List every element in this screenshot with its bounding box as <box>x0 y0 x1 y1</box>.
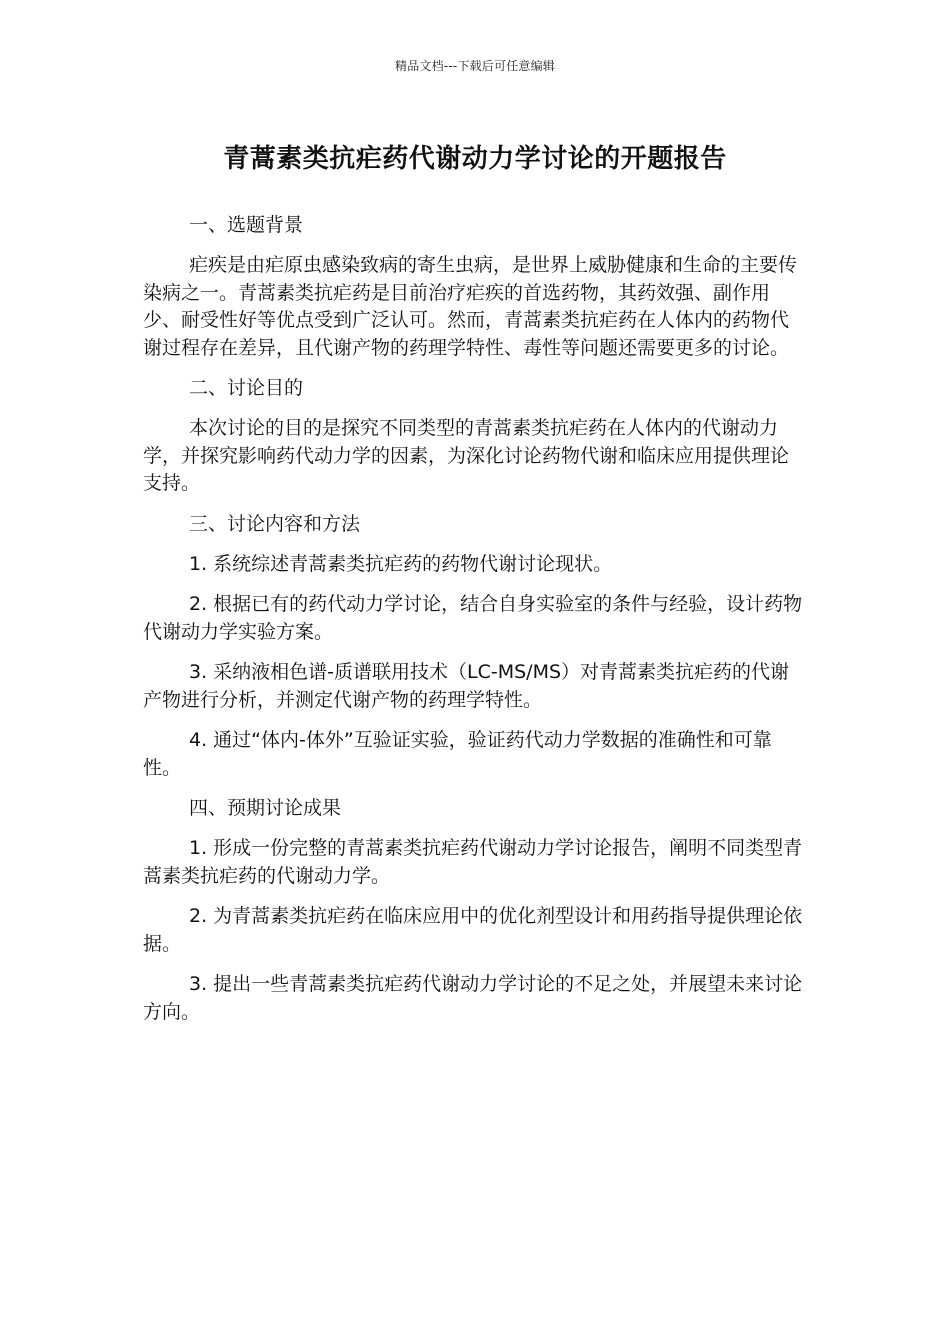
list-item-outcome-1: 1. 形成一份完整的青蒿素类抗疟药代谢动力学讨论报告，阐明不同类型青蒿素类抗疟药的代谢动力学。 <box>143 837 803 887</box>
list-item-method-4: 4. 通过“体内-体外”互验证实验，验证药代动力学数据的准确性和可靠性。 <box>143 729 772 779</box>
paragraph-purpose: 本次讨论的目的是探究不同类型的青蒿素类抗疟药在人体内的代谢动力学，并探究影响药代动力学的因素，为深化讨论药物代谢和临床应用提供理论支持。 <box>143 417 790 494</box>
list-item-method-3: 3. 采纳液相色谱-质谱联用技术（LC-MS/MS）对青蒿素类抗疟药的代谢产物进行分析，并测定代谢产物的药理学特性。 <box>143 661 790 711</box>
section-heading-methods: 三、讨论内容和方法 <box>189 512 361 535</box>
header-note: 精品文档---下载后可任意编辑 <box>395 59 555 73</box>
document-body <box>143 212 805 1039</box>
section-heading-background: 一、选题背景 <box>189 214 304 236</box>
document-title: 青蒿素类抗疟药代谢动力学讨论的开题报告 <box>223 144 727 174</box>
list-item-outcome-3: 3. 提出一些青蒿素类抗疟药代谢动力学讨论的不足之处，并展望未来讨论方向。 <box>143 973 803 1023</box>
section-heading-outcomes: 四、预期讨论成果 <box>189 797 342 819</box>
list-item-outcome-2: 2. 为青蒿素类抗疟药在临床应用中的优化剂型设计和用药指导提供理论依据。 <box>143 905 803 955</box>
list-item-method-2: 2. 根据已有的药代动力学讨论，结合自身实验室的条件与经验，设计药物代谢动力学实验方案。 <box>143 593 803 643</box>
paragraph-background: 疟疾是由疟原虫感染致病的寄生虫病，是世界上威胁健康和生命的主要传染病之一。青蒿素类抗疟药是目前治疗疟疾的首选药物，其药效强、副作用少、耐受性好等优点受到广泛认可。然而，青蒿素类抗疟药在人体内的药物代谢过程存在差异，且代谢产物的药理学特性、毒性等问题还需要更多的讨论。 <box>143 254 798 359</box>
list-item-method-1: 1. 系统综述青蒿素类抗疟药的药物代谢讨论现状。 <box>189 552 613 575</box>
section-heading-purpose: 二、讨论目的 <box>189 377 304 399</box>
